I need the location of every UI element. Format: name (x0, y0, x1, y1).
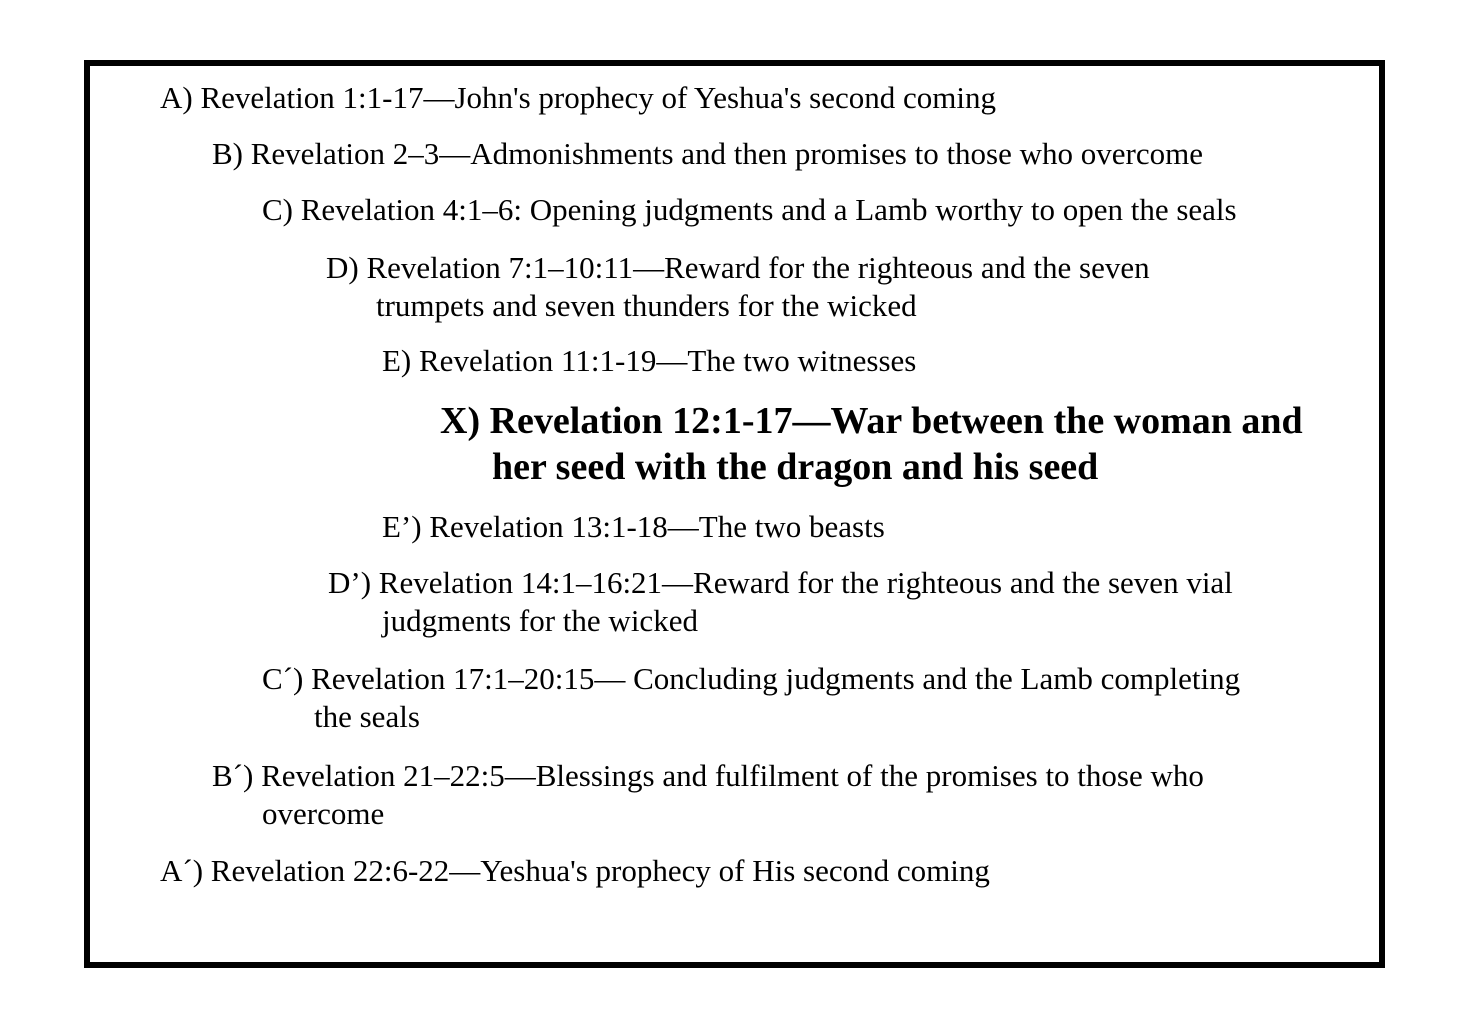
chiasm-item-b-prime-line1: B´) Revelation 21–22:5—Blessings and fulfilment of the promises to those who (212, 758, 1204, 793)
chiasm-item-d (326, 249, 1150, 325)
chiasm-item-e (382, 342, 916, 380)
chiasm-item-c (262, 191, 1237, 229)
chiasm-item-b-text: B) Revelation 2–3—Admonishments and then promises to those who overcome (212, 136, 1203, 171)
chiasm-item-b (212, 135, 1203, 173)
chiasm-item-d-line1: D) Revelation 7:1–10:11—Reward for the righteous and the seven (326, 250, 1150, 285)
chiasm-item-c-text: C) Revelation 4:1–6: Opening judgments and a Lamb worthy to open the seals (262, 192, 1237, 227)
chiasm-item-a-prime-text: A´) Revelation 22:6-22—Yeshua's prophecy of His second coming (160, 853, 990, 888)
chiasm-item-a-prime (160, 852, 990, 890)
chiasm-item-d-line2: trumpets and seven thunders for the wicked (376, 288, 917, 323)
chiasm-item-b-prime (212, 757, 1204, 833)
chiasm-center-x (440, 398, 1303, 490)
chiasm-item-d-prime-line2: judgments for the wicked (382, 603, 698, 638)
chiasm-center-x-line2: her seed with the dragon and his seed (492, 446, 1099, 488)
chiasm-item-e-prime (382, 508, 885, 546)
chiasm-item-e-prime-text: E’) Revelation 13:1-18—The two beasts (382, 509, 885, 544)
chiasm-item-c-prime (262, 660, 1240, 736)
chiasm-item-c-prime-line2: the seals (314, 699, 420, 734)
chiasm-item-d-prime-line1: D’) Revelation 14:1–16:21—Reward for the righteous and the seven vial (328, 565, 1233, 600)
chiasm-center-x-line1: X) Revelation 12:1-17—War between the woman and (440, 400, 1303, 442)
chiasm-item-c-prime-line1: C´) Revelation 17:1–20:15— Concluding judgments and the Lamb completing (262, 661, 1241, 696)
chiasm-item-d-prime (328, 564, 1233, 640)
chiasm-item-a-text: A) Revelation 1:1-17—John's prophecy of Yeshua's second coming (160, 80, 997, 115)
chiasm-item-a (160, 79, 996, 117)
chiasm-item-b-prime-line2: overcome (262, 796, 385, 831)
chiasm-item-e-text: E) Revelation 11:1-19—The two witnesses (382, 343, 917, 378)
